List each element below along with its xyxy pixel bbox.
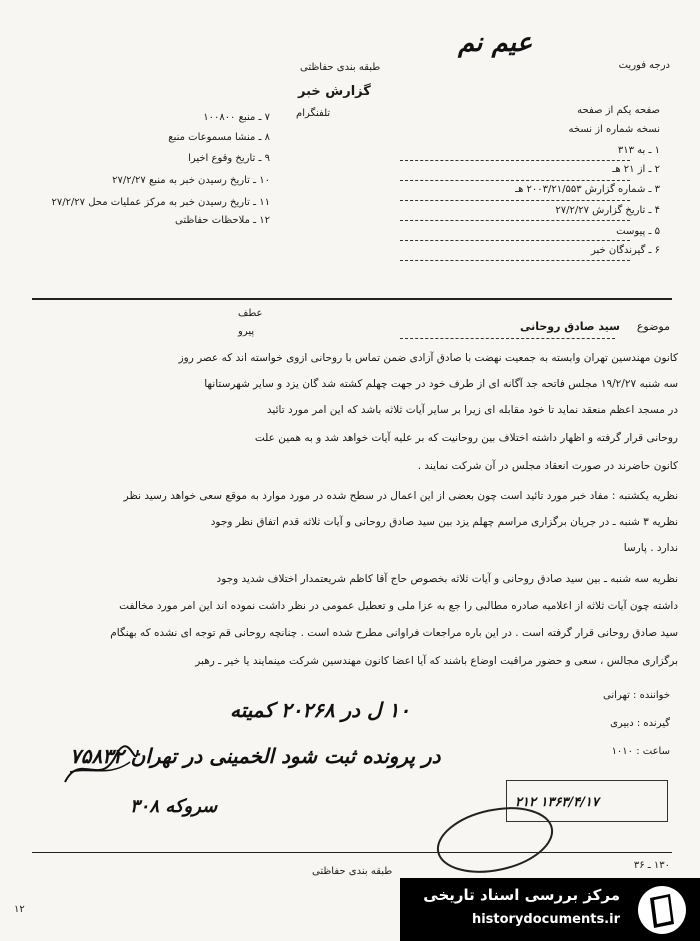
receiver-field: گیرنده : دبیری — [610, 718, 670, 729]
handwritten-file-number: ۱۰ ل در ۲۰۲۶۸ کمیته — [230, 698, 411, 722]
analysis2-line-4: برگزاری مجالس ، سعی و حضور مراقبت اوضاع باشند که آیا اعضا کانون مهندسین شرکت مینمایند یا خیر ـ رهبر — [195, 655, 678, 667]
meta-from: ۲ ـ از ۲۱ هـ — [612, 164, 660, 175]
unit-date: ۱۱ ـ تاریخ رسیدن خبر به مرکز عملیات محل ۲۷/۲/۲۷ — [51, 197, 270, 208]
handwritten-long-note: در پرونده ثبت شود الخمینی در تهران ۷۵۸۳۲ — [70, 744, 441, 768]
subject-value: سید صادق روحانی — [519, 320, 620, 333]
receive-date: ۱۰ ـ تاریخ رسیدن خبر به منبع ۲۷/۲/۲۷ — [112, 175, 270, 186]
attachment: ۵ ـ پیوست — [616, 226, 660, 237]
analysis1-line-1: نظریه یکشنبه : مفاد خبر مورد تائید است چون بعضی از این اعمال در سطح شده در مورد موارد به موقع سعی خواهد رسید نظر — [123, 490, 678, 502]
report-number: ۳ ـ شماره گزارش ۲۰۰۳/۲۱/۵۵۳ هـ — [515, 184, 660, 195]
body-line-4: روحانی قرار گرفته و اظهار داشته اختلاف بین روحانیت که بر علیه آیات خواهد شد و به همین علت — [254, 432, 678, 444]
stamp-text: ۲۱۲ ۱۳۶۳/۴/۱۷ — [515, 795, 599, 810]
page-count: صفحه یکم از صفحه — [577, 105, 660, 116]
copy-number: نسخه شماره از نسخه — [568, 124, 660, 135]
signature-scribble — [60, 742, 140, 792]
ref2-label: پیرو — [238, 326, 255, 337]
time-field: ساعت : ۱۰۱۰ — [611, 746, 670, 757]
source-origin: ۸ ـ منشا مسموعات منبع — [168, 132, 270, 143]
body-line-5: کانون حاضرند در صورت انعقاد مجلس در آن شرکت نمایند . — [417, 460, 678, 472]
handwritten-note-top: عیم نم — [458, 28, 533, 58]
classification-bottom: طبقه بندی حفاظتی — [312, 866, 393, 877]
archive-title: مرکز بررسی اسناد تاریخی — [423, 886, 620, 904]
archive-logo-icon — [636, 884, 688, 936]
analysis2-line-2: داشته چون آیات ثلاثه از اعلامیه صادره مطالبی را جع به عزا ملی و تعطیل عمومی در نظر داشت نموده اند این امر مورد مخالفت — [119, 600, 678, 612]
analysis2-line-3: سید صادق روحانی قرار گرفته است . در این باره مراجعات فراوانی مطرح شده است . چنانچه روحانی قم توجه ای نشده که بهنگام — [110, 627, 678, 639]
body-line-2: سه شنبه ۱۹/۲/۲۷ مجلس فاتحه جد آگانه ای از طرف خود در جهت چهلم کشته شد گان یزد و سایر شهرستانها — [204, 378, 678, 390]
source: ۷ ـ منبع ۱۰۰۸۰۰ — [203, 112, 270, 123]
classification-top: طبقه بندی حفاظتی — [300, 62, 381, 73]
meta-to: ۱ ـ به ۳۱۳ — [617, 145, 660, 156]
circular-stamp — [430, 800, 560, 880]
body-line-3: در مسجد اعظم منعقد نماید تا خود مقابله ای زیرا بر سایر آیات ثلاثه باشد که این امر مورد تائید — [266, 404, 678, 416]
subject-label: موضوع — [636, 320, 670, 333]
recipients: ۶ ـ گیرندگان خبر — [590, 245, 660, 256]
archive-logo-band — [400, 878, 700, 941]
archive-url: historydocuments.ir — [471, 912, 620, 927]
analysis2-line-1: نظریه سه شنبه ـ بین سید صادق روحانی و آیات ثلاثه بخصوص حاج آقا کاظم شریعتمدار اختلاف شدید وجود — [216, 573, 678, 585]
body-line-1: کانون مهندسین تهران وابسته به جمعیت نهضت با صادق آزادی ضمن تماس با روحانی ازوی خواسته اند که عصر روز — [178, 352, 678, 364]
handwritten-short-note: سروکه ۳۰۸ — [130, 796, 218, 817]
event-date: ۹ ـ تاریخ وقوع اخیرا — [188, 153, 270, 164]
priority-label: درجه فوریت — [618, 60, 670, 71]
document-code: ۱۳۰ ـ ۳۶ — [633, 860, 670, 871]
security-notes: ۱۲ ـ ملاحظات حفاظتی — [175, 215, 270, 226]
reader-field: خواننده : تهرانی — [603, 690, 670, 701]
report-title: گزارش خبر — [298, 84, 371, 99]
phone-label: تلفنگرام — [296, 108, 331, 119]
report-date: ۴ ـ تاریخ گزارش ۲۷/۲/۲۷ — [555, 205, 660, 216]
ref-label: عطف — [238, 308, 263, 319]
analysis1-line-3: ندارد . پارسا — [623, 542, 678, 554]
page-number: ۱۲ — [14, 904, 25, 915]
analysis1-line-2: نظریه ۳ شنبه ـ در جریان برگزاری مراسم چهلم یزد بین سید صادق روحانی و آیات ثلاثه قدم اتفاق نظر وجود — [210, 516, 678, 528]
